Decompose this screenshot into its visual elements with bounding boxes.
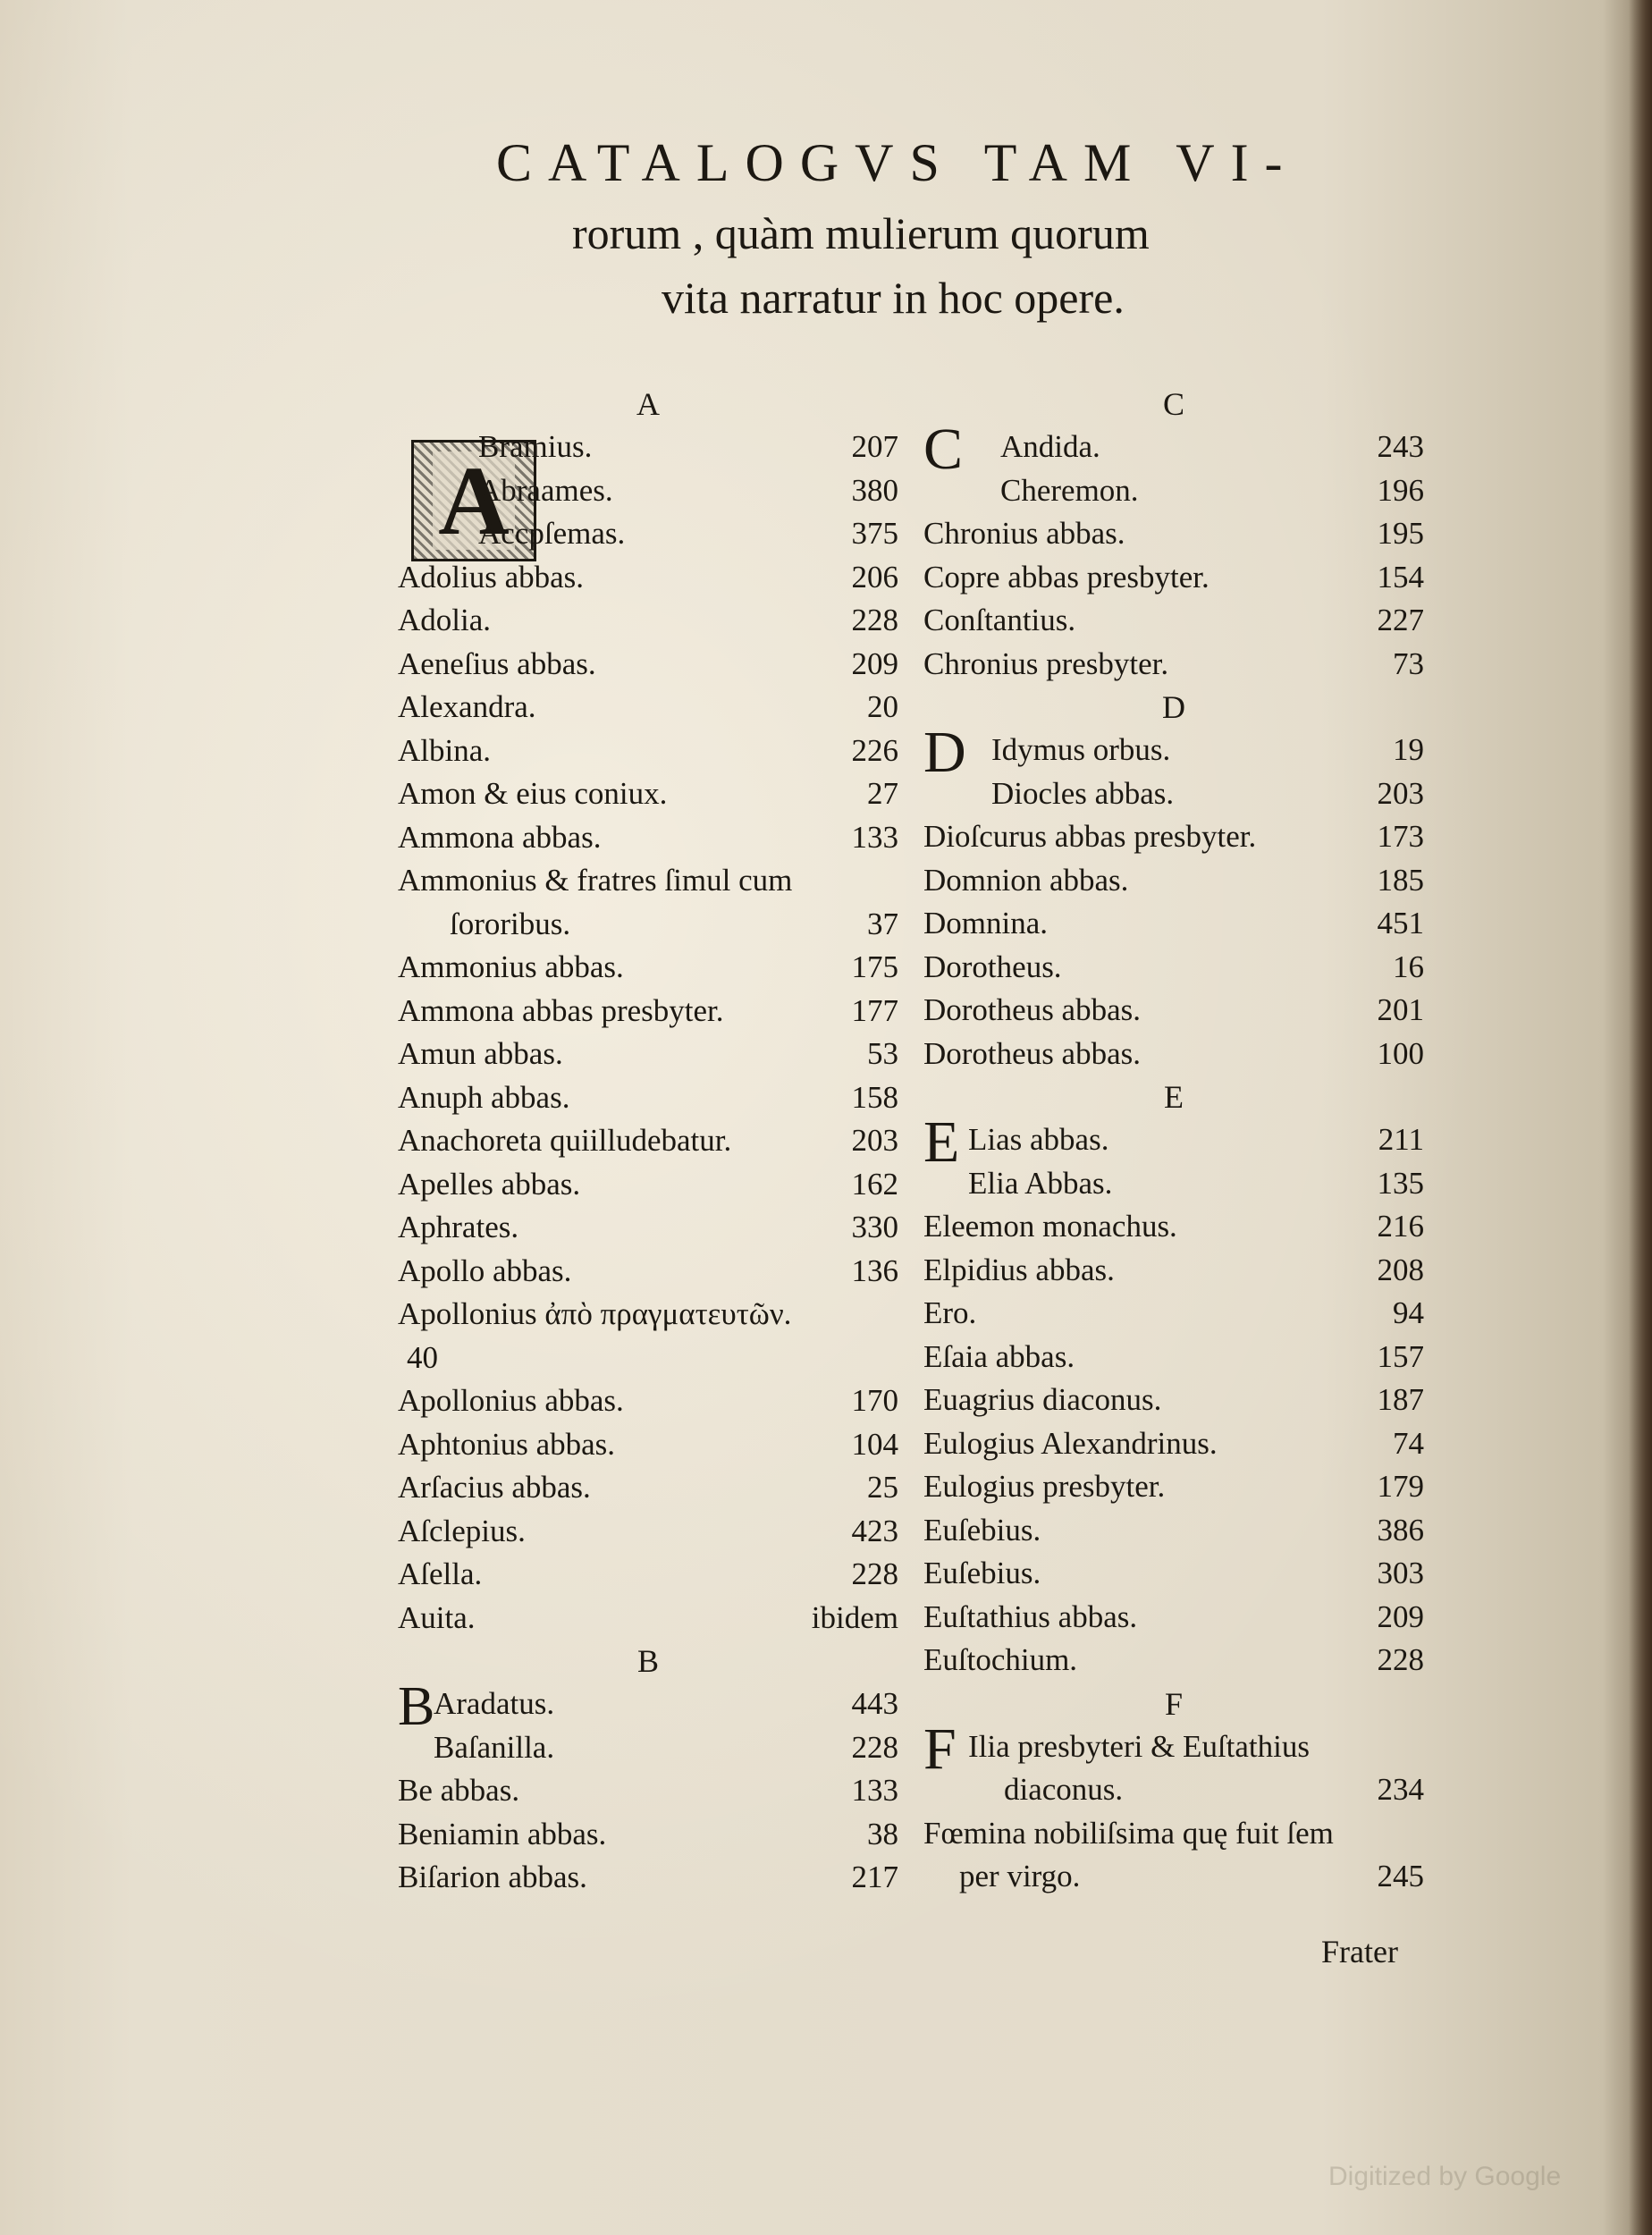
index-entry: Dorotheus abbas. 201 xyxy=(923,992,1424,1027)
catchword: Frater xyxy=(1321,1934,1398,1969)
index-entry: Alexandra. 20 xyxy=(398,689,898,724)
index-entry: Albina. 226 xyxy=(398,732,898,768)
index-entry: Accpſemas. 375 xyxy=(478,516,898,551)
index-entry: ſororibus. 37 xyxy=(450,906,898,941)
catalog-title-line-3: vita narratur in hoc opere. xyxy=(662,273,1125,323)
index-entry: Elia Abbas. 135 xyxy=(968,1165,1424,1201)
index-entry: Ammona abbas. 133 xyxy=(398,819,898,855)
index-entry: Euagrius diaconus. 187 xyxy=(923,1382,1424,1417)
index-entry: 40 xyxy=(407,1339,438,1375)
index-entry: Diocles abbas. 203 xyxy=(991,775,1424,811)
index-entry: Euſebius. 303 xyxy=(923,1556,1424,1590)
index-entry: Ammonius & fratres ſimul cum xyxy=(398,863,793,898)
index-entry: Domnion abbas. 185 xyxy=(923,862,1424,898)
drop-cap-e: E xyxy=(923,1109,960,1175)
index-entry: Eleemon monachus. 216 xyxy=(923,1209,1424,1244)
digitization-watermark: Digitized by Google xyxy=(1328,2162,1562,2191)
index-entry: Amun abbas. 53 xyxy=(398,1036,898,1071)
section-letter-c: C xyxy=(1162,386,1184,422)
index-entry: Euſebius. 386 xyxy=(923,1512,1424,1548)
right-index-column xyxy=(923,383,1424,1899)
index-entry: Eulogius Alexandrinus. 74 xyxy=(923,1425,1424,1461)
index-entry: Fœmina nobiliſsima quę fuit ſem xyxy=(923,1815,1334,1851)
index-entry: Eſaia abbas. 157 xyxy=(923,1338,1424,1374)
index-entry: Apollonius abbas. 170 xyxy=(398,1383,898,1418)
drop-cap-b: B xyxy=(398,1676,435,1737)
index-entry: E Lias abbas. 211 xyxy=(923,1109,1424,1175)
page-spine-shadow xyxy=(1629,0,1652,2235)
index-entry: Euſtathius abbas. 209 xyxy=(923,1598,1424,1634)
index-entry: Domnina. 451 xyxy=(923,906,1424,940)
index-entry: Ero. 94 xyxy=(923,1295,1424,1330)
drop-cap-d: D xyxy=(923,720,966,785)
section-letter-b: B xyxy=(636,1643,659,1679)
left-index-column xyxy=(398,383,898,1900)
index-entry: Apollo abbas. 136 xyxy=(398,1252,898,1288)
index-entry: Copre abbas presbyter. 154 xyxy=(923,559,1424,595)
index-entry: Anachoreta quiilludebatur. 203 xyxy=(398,1123,898,1158)
index-entry: Biſarion abbas. 217 xyxy=(398,1860,898,1894)
drop-cap-c: C xyxy=(923,417,964,482)
index-entry: Eulogius presbyter. 179 xyxy=(923,1469,1424,1504)
index-entry: Aphtonius abbas. 104 xyxy=(398,1426,898,1462)
index-entry: Aphrates. 330 xyxy=(398,1210,898,1244)
index-entry: Conſtantius. 227 xyxy=(923,603,1424,637)
index-entry: Aſclepius. 423 xyxy=(398,1513,898,1548)
index-entry: F Ilia presbyteri & Euſtathius xyxy=(923,1716,1310,1782)
catalog-title-line-1: CATALOGVS TAM VI- xyxy=(496,133,1299,192)
index-entry: Arſacius abbas. 25 xyxy=(398,1470,898,1505)
index-entry: Bramius. 207 xyxy=(478,429,898,464)
index-entry: Dioſcurus abbas presbyter. 173 xyxy=(923,819,1424,854)
index-entry: Cheremon. 196 xyxy=(1000,472,1424,508)
index-entry: Be abbas. 133 xyxy=(398,1773,898,1808)
index-entry: D Idymus orbus. 19 xyxy=(923,720,1424,785)
index-entry: B Aradatus. 443 xyxy=(398,1676,898,1737)
index-entry: Ammonius abbas. 175 xyxy=(398,949,898,984)
index-entry: Anuph abbas. 158 xyxy=(398,1079,898,1115)
section-letter-e: E xyxy=(1164,1079,1184,1115)
index-entry: Chronius presbyter. 73 xyxy=(923,645,1424,681)
index-entry: per virgo. 245 xyxy=(959,1859,1424,1893)
index-entry: diaconus. 234 xyxy=(1004,1772,1424,1807)
section-letter-d: D xyxy=(1162,689,1185,725)
index-entry: Dorotheus. 16 xyxy=(923,949,1424,984)
section-letter-a: A xyxy=(636,386,660,422)
index-entry: Dorotheus abbas. 100 xyxy=(923,1035,1424,1071)
catalog-title-line-2: rorum , quàm mulierum quorum xyxy=(572,208,1150,258)
index-entry: C Andida. 243 xyxy=(923,417,1424,482)
index-entry: Chronius abbas. 195 xyxy=(923,516,1424,551)
section-letter-f: F xyxy=(1164,1685,1184,1722)
index-entry: Euſtochium. 228 xyxy=(923,1642,1424,1677)
index-entry: Apollonius ἀπὸ πραγματευτῶν. xyxy=(398,1296,792,1331)
index-entry: Elpidius abbas. 208 xyxy=(923,1252,1424,1287)
index-entry: Aſella. 228 xyxy=(398,1556,898,1591)
index-entry: Beniamin abbas. 38 xyxy=(398,1816,898,1851)
index-entry: Adolia. 228 xyxy=(398,603,898,637)
index-entry: Amon & eius coniux. 27 xyxy=(398,776,898,811)
index-entry: Abraames. 380 xyxy=(478,472,898,508)
index-entry: Baſanilla. 228 xyxy=(434,1729,898,1765)
drop-cap-f: F xyxy=(923,1716,957,1782)
ornamental-initial-a: A xyxy=(411,440,536,561)
index-entry: Ammona abbas presbyter. 177 xyxy=(398,992,898,1028)
index-entry: Aeneſius abbas. 209 xyxy=(398,645,898,681)
index-entry: Adolius abbas. 206 xyxy=(398,559,898,595)
index-entry: Apelles abbas. 162 xyxy=(398,1166,898,1202)
index-entry: Auita. ibidem xyxy=(398,1599,898,1635)
